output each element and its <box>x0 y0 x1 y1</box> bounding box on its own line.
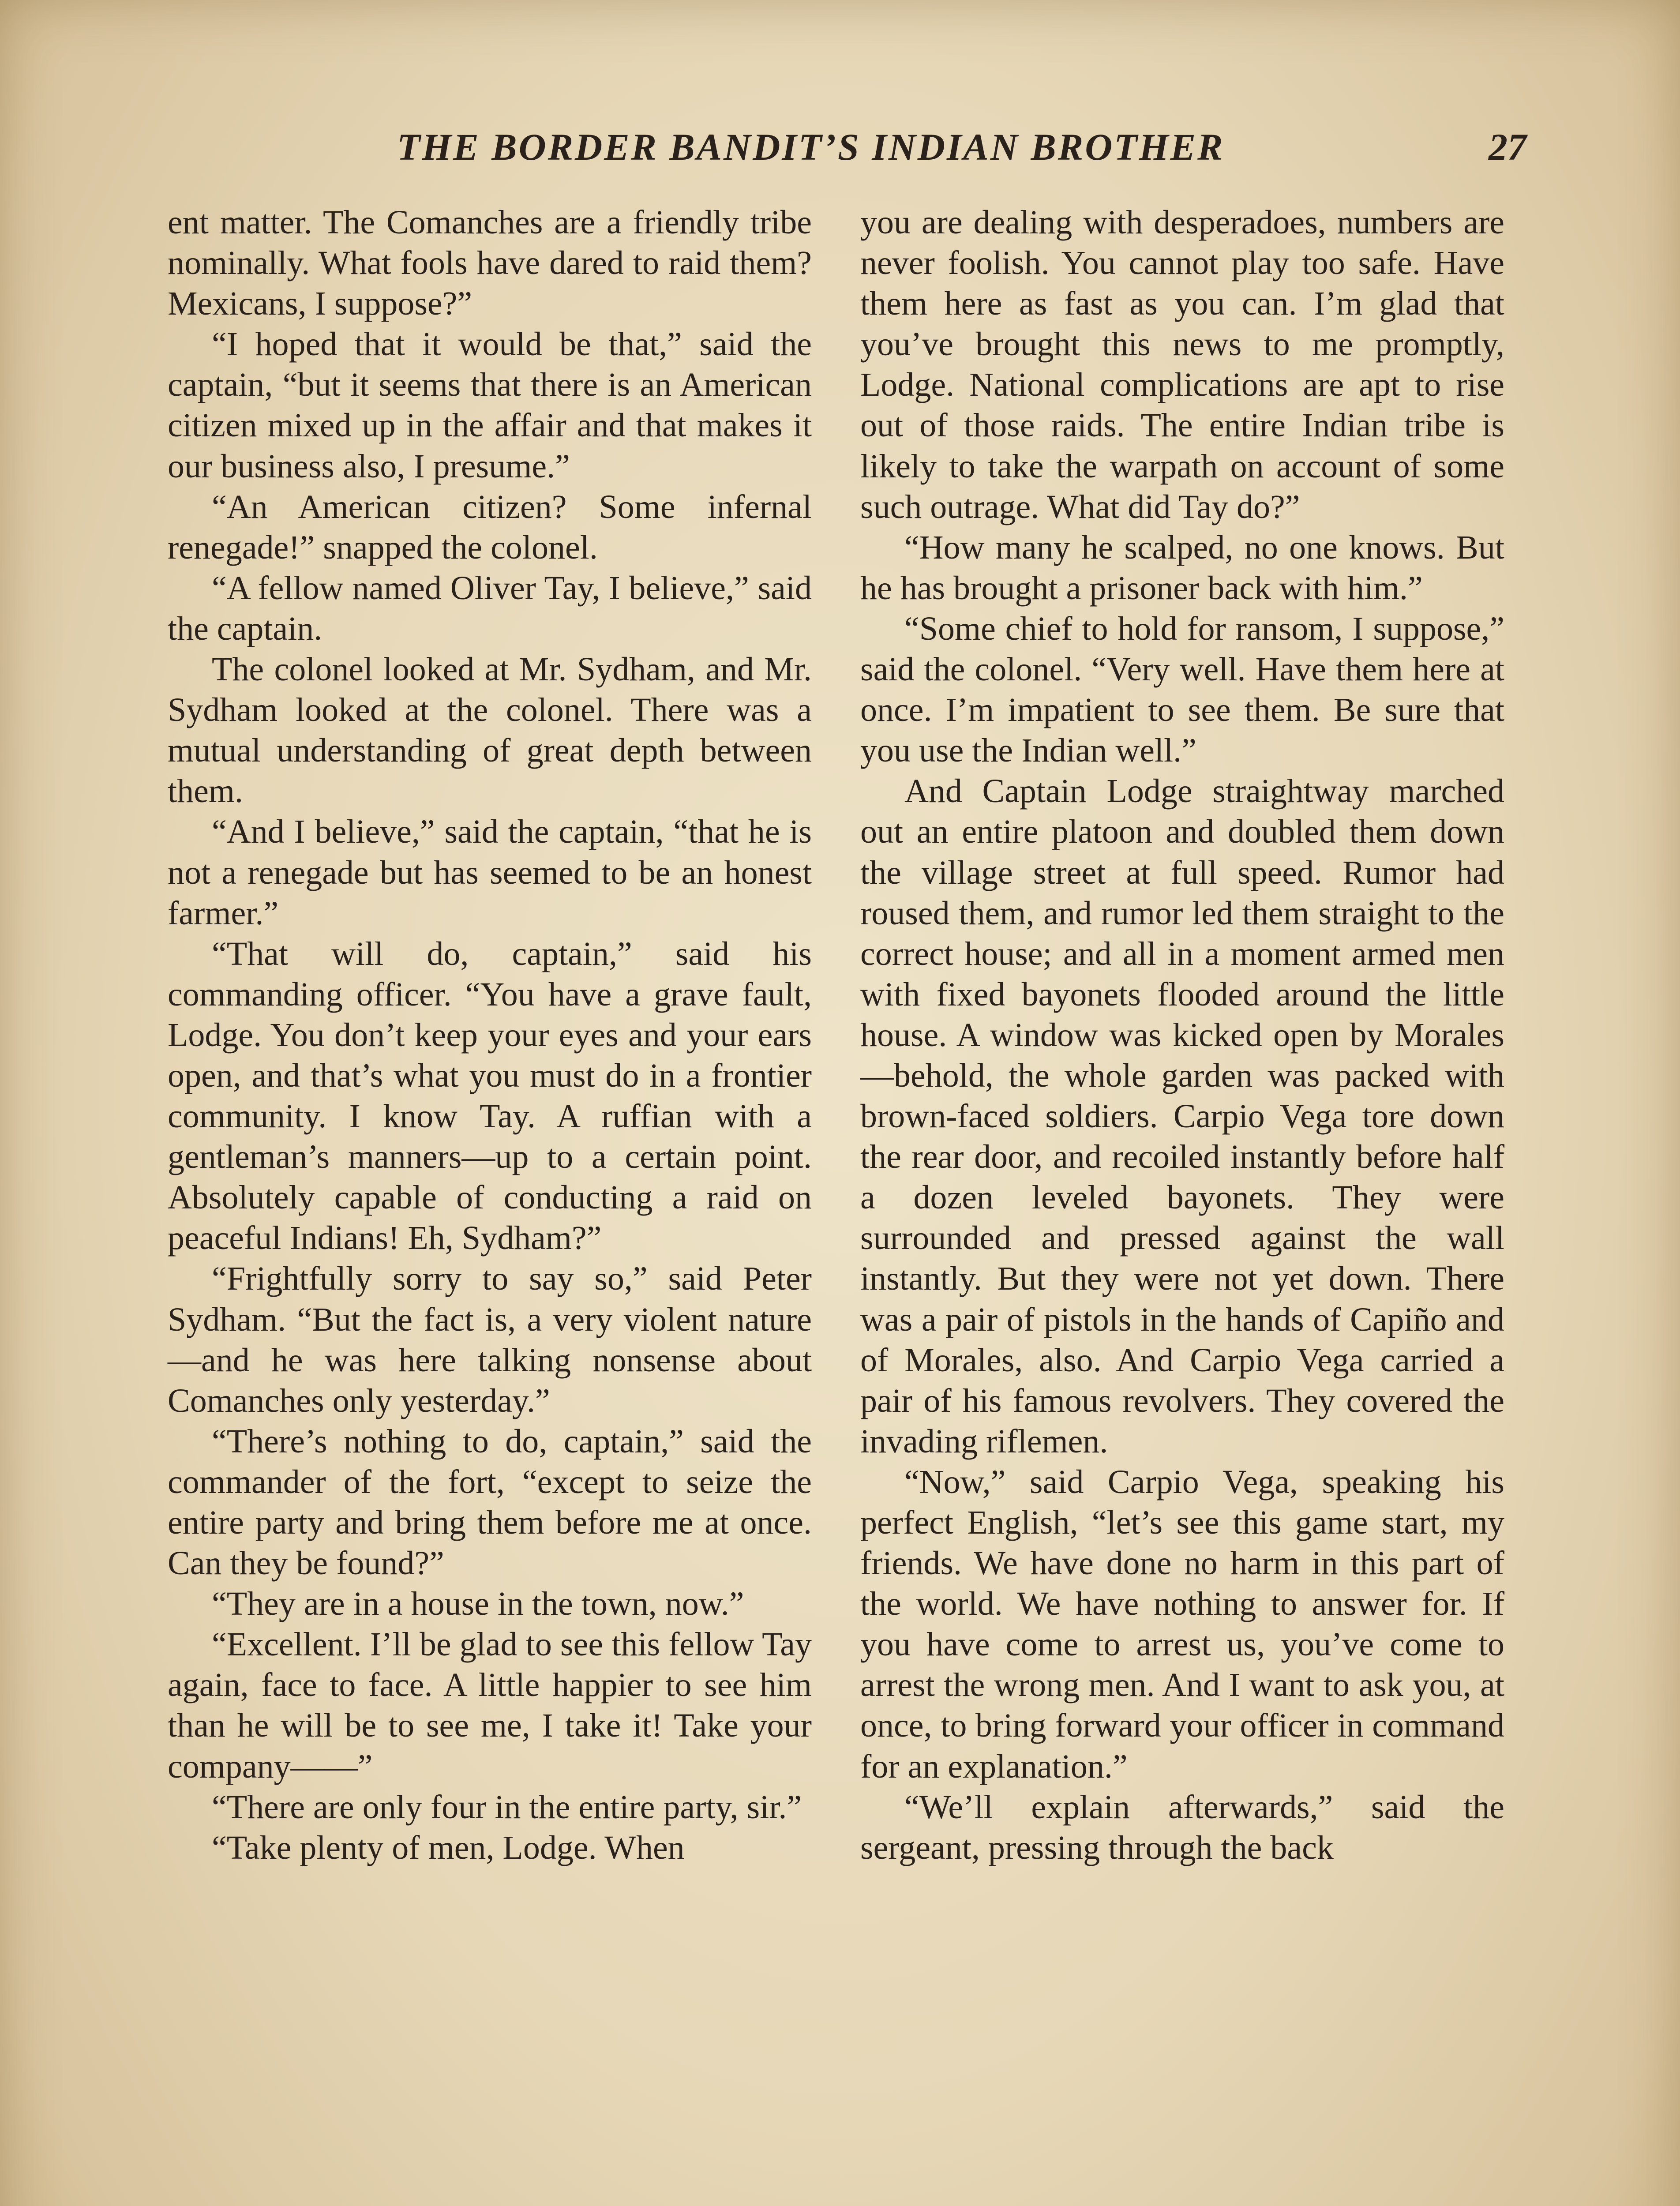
paragraph: “Excellent. I’ll be glad to see this fellow Tay again, face to face. A little happier to see him than he will be to see me, I take it! Take your company——” <box>168 1626 812 1785</box>
paragraph: “How many he scalped, no one knows. But he has brought a prisoner back with him.” <box>860 529 1504 607</box>
paragraph: you are dealing with desperadoes, numbers are never foolish. You cannot play too safe. Have them here as fast as you can. I’m glad that you’ve brought this news to me promptly, Lodge. National complications are apt to rise out of those raids. The entire Indian tribe is likely to take the warpath on account of some such outrage. What did Tay do?” <box>860 204 1504 525</box>
page-number: 27 <box>1489 126 1526 168</box>
paragraph: “I hoped that it would be that,” said the captain, “but it seems that there is an American citizen mixed up in the affair and that makes it our business also, I presume.” <box>168 326 812 485</box>
paragraph: “A fellow named Oliver Tay, I believe,” said the captain. <box>168 569 812 647</box>
paragraph: And Captain Lodge straightway marched out an entire platoon and doubled them down the village street at full speed. Rumor had roused them, and rumor led them straight to the correct house; and all in a moment armed men with fixed bayonets flooded around the little house. A window was kicked open by Morales—behold, the whole garden was packed with brown-faced soldiers. Carpio Vega tore down the rear door, and recoiled instantly before half a dozen leveled bayonets. They were surrounded and pressed against the wall instantly. But they were not yet down. There was a pair of pistols in the hands of Capiño and of Morales, also. And Carpio Vega carried a pair of his famous revolvers. They covered the invading riflemen. <box>860 773 1504 1460</box>
paragraph: ent matter. The Comanches are a friendly tribe nominally. What fools have dared to raid them? Mexicans, I suppose?” <box>168 204 812 323</box>
paragraph: “That will do, captain,” said his commanding officer. “You have a grave fault, Lodge. You don’t keep your eyes and your ears open, and that’s what you must do in a frontier community. I know Tay. A ruffian with a gentleman’s manners—up to a certain point. Absolutely capable of conducting a raid on peaceful Indians! Eh, Sydham?” <box>168 935 812 1257</box>
paragraph: “There are only four in the entire party, sir.” <box>212 1788 802 1826</box>
running-title: THE BORDER BANDIT’S INDIAN BROTHER <box>397 126 1225 168</box>
paragraph: “We’ll explain afterwards,” said the sergeant, pressing through the back <box>860 1788 1504 1866</box>
paragraph: “And I believe,” said the captain, “that he is not a renegade but has seemed to be an honest farmer.” <box>168 813 812 932</box>
left-text-column <box>168 202 812 1868</box>
paragraph: “Now,” said Carpio Vega, speaking his perfect English, “let’s see this game start, my friends. We have done no harm in this part of the world. We have nothing to answer for. If you have come to arrest us, you’ve come to arrest the wrong men. And I want to ask you, at once, to bring forward your officer in command for an explanation.” <box>860 1463 1504 1785</box>
paragraph: “An American citizen? Some infernal renegade!” snapped the colonel. <box>168 488 812 566</box>
right-text-column <box>860 202 1504 1868</box>
paragraph: “They are in a house in the town, now.” <box>212 1585 744 1623</box>
paragraph: “Frightfully sorry to say so,” said Peter Sydham. “But the fact is, a very violent nature—and he was here talking nonsense about Comanches only yesterday.” <box>168 1260 812 1419</box>
paragraph: The colonel looked at Mr. Sydham, and Mr. Sydham looked at the colonel. There was a mutual understanding of great depth between them. <box>168 651 812 810</box>
paragraph: “Take plenty of men, Lodge. When <box>212 1829 685 1866</box>
paragraph: “Some chief to hold for ransom, I suppose,” said the colonel. “Very well. Have them here at once. I’m impatient to see them. Be sure that you use the Indian well.” <box>860 610 1504 769</box>
paragraph: “There’s nothing to do, captain,” said the commander of the fort, “except to seize the entire party and bring them before me at once. Can they be found?” <box>168 1422 812 1582</box>
page-header <box>168 118 1526 176</box>
